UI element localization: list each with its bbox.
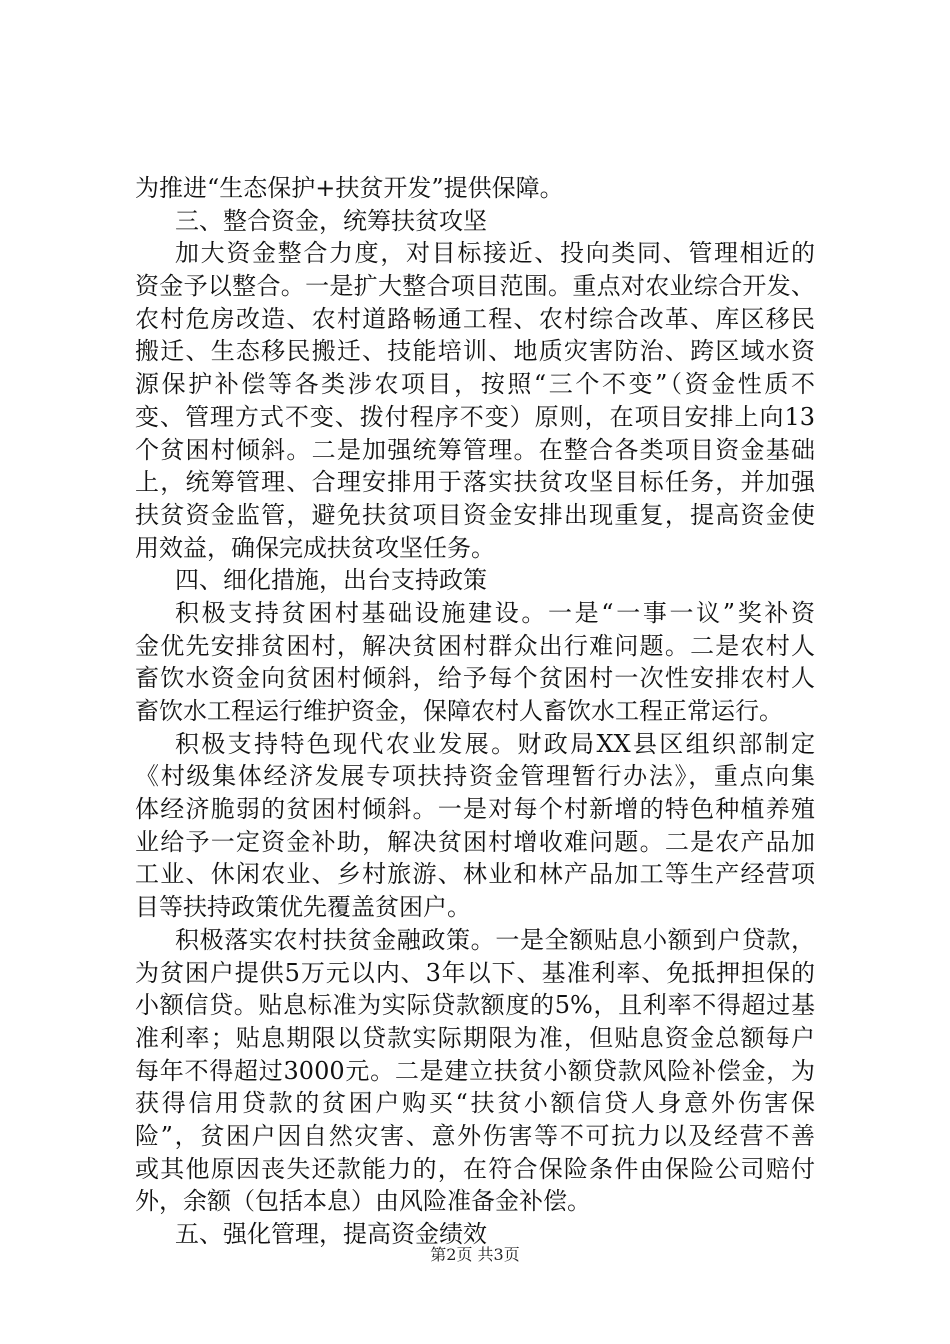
text-line: 畜饮水工程运行维护资金，保障农村人畜饮水工程正常运行。 xyxy=(135,697,783,725)
text-line: 为贫困户提供5万元以内、3年以下、基准利率、免抵押担保的 xyxy=(135,958,815,987)
text-line: 每年不得超过3000元。二是建立扶贫小额贷款风险补偿金，为 xyxy=(135,1056,815,1085)
text-line: 目等扶持政策优先覆盖贫困户。 xyxy=(135,893,471,922)
text-line: 个贫困村倾斜。二是加强统筹管理。在整合各类项目资金基础 xyxy=(135,435,815,464)
text-line: 积极支持特色现代农业发展。财政局XX县区组织部制定 xyxy=(175,729,815,758)
section-heading: 三、整合资金，统筹扶贫攻坚 xyxy=(175,206,487,235)
text-line: 变、管理方式不变、拨付程序不变）原则，在项目安排上向13 xyxy=(135,402,815,431)
text-line: 加大资金整合力度，对目标接近、投向类同、管理相近的 xyxy=(175,239,815,268)
text-line: 业给予一定资金补助，解决贫困村增收难问题。二是农产品加 xyxy=(135,827,815,856)
text-line: 积极支持贫困村基础设施建设。一是“一事一议”奖补资 xyxy=(175,598,815,627)
text-line: 农村危房改造、农村道路畅通工程、农村综合改革、库区移民 xyxy=(135,304,815,333)
text-line: 《村级集体经济发展专项扶持资金管理暂行办法》，重点向集 xyxy=(135,762,815,791)
text-line: 获得信用贷款的贫困户购买“扶贫小额信贷人身意外伤害保 xyxy=(135,1089,815,1118)
text-line: 为推进“生态保护+扶贫开发”提供保障。 xyxy=(135,174,564,202)
text-line: 体经济脆弱的贫困村倾斜。一是对每个村新增的特色种植养殖 xyxy=(135,795,815,824)
text-line: 工业、休闲农业、乡村旅游、林业和林产品加工等生产经营项 xyxy=(135,860,815,889)
text-line: 资金予以整合。一是扩大整合项目范围。重点对农业综合开发、 xyxy=(135,272,815,301)
text-line: 搬迁、生态移民搬迁、技能培训、地质灾害防治、跨区域水资 xyxy=(135,337,815,366)
text-line: 准利率；贴息期限以贷款实际期限为准，但贴息资金总额每户 xyxy=(135,1023,815,1052)
text-line: 或其他原因丧失还款能力的，在符合保险条件由保险公司赔付 xyxy=(135,1154,815,1183)
page-number-footer: 第2页 共3页 xyxy=(430,1245,520,1264)
text-line: 源保护补偿等各类涉农项目，按照“三个不变”（资金性质不 xyxy=(135,370,815,399)
text-line: 扶贫资金监管，避免扶贫项目资金安排出现重复，提高资金使 xyxy=(135,500,815,529)
text-line: 积极落实农村扶贫金融政策。一是全额贴息小额到户贷款， xyxy=(175,925,815,954)
text-line: 金优先安排贫困村，解决贫困村群众出行难问题。二是农村人 xyxy=(135,631,815,660)
document-body xyxy=(135,172,815,1251)
text-line: 外，余额（包括本息）由风险准备金补偿。 xyxy=(135,1187,591,1216)
text-line: 小额信贷。贴息标准为实际贷款额度的5%，且利率不得超过基 xyxy=(135,991,815,1020)
text-line: 用效益，确保完成扶贫攻坚任务。 xyxy=(135,533,495,562)
section-heading: 五、强化管理，提高资金绩效 xyxy=(175,1220,487,1248)
section-heading: 四、细化措施，出台支持政策 xyxy=(175,566,487,595)
text-line: 畜饮水资金向贫困村倾斜，给予每个贫困村一次性安排农村人 xyxy=(135,664,815,693)
text-line: 上，统筹管理、合理安排用于落实扶贫攻坚目标任务，并加强 xyxy=(135,468,815,497)
text-line: 险”，贫困户因自然灾害、意外伤害等不可抗力以及经营不善 xyxy=(135,1121,815,1150)
